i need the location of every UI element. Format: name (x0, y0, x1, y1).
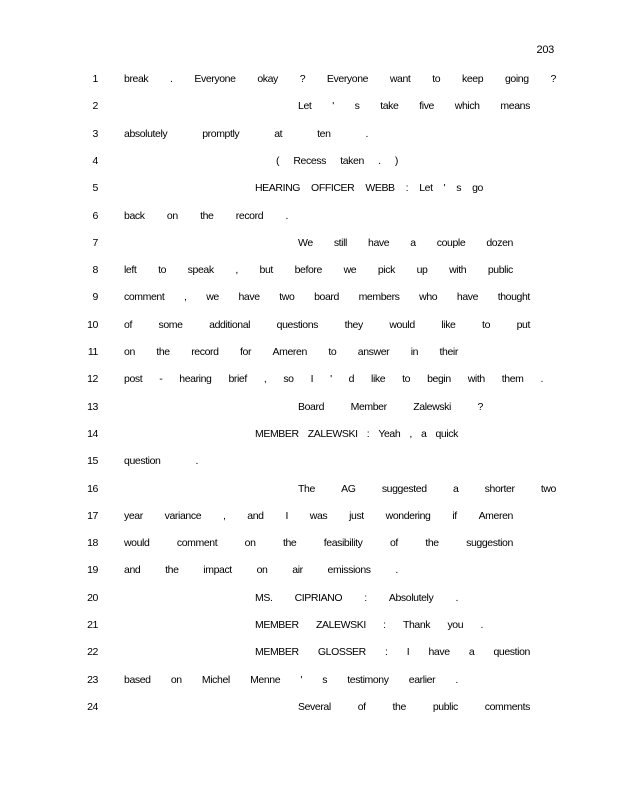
word: have (456, 291, 479, 304)
word: keep (462, 73, 484, 85)
line-number: 22 (87, 646, 98, 659)
word: . (285, 209, 288, 222)
transcript-line (0, 234, 618, 252)
word: . (480, 619, 483, 631)
word: - (159, 373, 163, 386)
line-text (298, 398, 483, 416)
line-number: 13 (87, 400, 98, 413)
word: I (406, 646, 410, 659)
word: , (184, 291, 187, 304)
line-number: 23 (87, 673, 98, 686)
transcript-line (0, 152, 618, 170)
word: so (283, 373, 294, 386)
line-text (255, 616, 483, 634)
line-number: 12 (87, 373, 98, 386)
word: ' (443, 182, 446, 195)
word: them (501, 373, 524, 386)
word: . (540, 373, 543, 386)
word: of (124, 318, 132, 331)
word: s (322, 673, 328, 686)
word: some (158, 318, 183, 331)
word: two (540, 482, 556, 495)
line-text (255, 589, 458, 607)
transcript-line (0, 425, 618, 443)
line-text (255, 179, 483, 197)
word: a (468, 646, 475, 659)
transcript-line (0, 125, 618, 143)
word: record (235, 209, 264, 222)
word: the (282, 537, 297, 550)
word: HEARING (255, 182, 301, 195)
word: begin (427, 373, 451, 386)
transcript-line (0, 70, 618, 88)
word: . (395, 564, 398, 577)
word: up (416, 264, 428, 277)
word: like (371, 373, 386, 386)
word: you (447, 619, 464, 631)
word: two (279, 291, 295, 304)
line-number: 5 (92, 182, 98, 195)
word: promptly (202, 127, 240, 140)
word: record (191, 346, 219, 358)
word: the (425, 537, 439, 550)
word: , (409, 427, 412, 440)
word: air (292, 564, 303, 577)
word: testimony (347, 673, 389, 686)
word: of (389, 537, 398, 550)
word: members (358, 291, 400, 304)
word: The (298, 482, 315, 495)
word: would (124, 537, 150, 550)
line-number: 2 (92, 100, 98, 113)
transcript-line (0, 97, 618, 115)
word: just (349, 509, 364, 522)
word: Everyone (194, 73, 236, 85)
word: take (380, 100, 399, 113)
word: still (333, 236, 347, 249)
word: WEBB (365, 182, 395, 195)
word: comments (484, 700, 530, 713)
word: go (472, 182, 483, 195)
line-number: 11 (87, 346, 98, 358)
word: who (419, 291, 438, 304)
transcript-line (0, 534, 618, 552)
word: earlier (408, 673, 436, 686)
word: we (206, 291, 219, 304)
word: ' (300, 673, 302, 686)
transcript-line (0, 398, 618, 416)
word: a (452, 482, 459, 495)
line-number: 7 (92, 236, 98, 249)
word: couple (436, 236, 466, 249)
line-number: 16 (87, 482, 98, 495)
word: which (454, 100, 480, 113)
word: Zalewski (413, 400, 451, 413)
line-number: 20 (87, 591, 98, 604)
word: brief (228, 373, 247, 386)
word: Yeah (378, 427, 401, 440)
page-number: 203 (536, 44, 554, 56)
word: ZALEWSKI (307, 427, 358, 440)
line-text (124, 370, 543, 388)
word: , (235, 264, 238, 277)
word: CIPRIANO (294, 591, 343, 604)
word: going (504, 73, 529, 85)
word: for (240, 346, 252, 358)
word: MEMBER (255, 427, 299, 440)
line-text (124, 288, 530, 306)
word: Menne (250, 673, 281, 686)
word: year (124, 509, 143, 522)
word: Let (298, 100, 312, 113)
word: emissions (327, 564, 371, 577)
line-number: 1 (92, 73, 98, 85)
word: shorter (484, 482, 515, 495)
line-text (124, 70, 556, 88)
word: . (170, 73, 173, 85)
word: back (124, 209, 145, 222)
word: was (309, 509, 328, 522)
word: Member (350, 400, 387, 413)
word: , (263, 373, 267, 386)
word: post (124, 373, 143, 386)
line-number: 24 (87, 700, 98, 713)
line-text (124, 561, 398, 579)
word: thought (497, 291, 530, 304)
word: have (368, 236, 390, 249)
line-number: 3 (92, 127, 98, 140)
word: suggestion (466, 537, 513, 550)
word: AG (341, 482, 356, 495)
word: . (378, 154, 381, 167)
word: like (441, 318, 456, 331)
word: would (389, 318, 415, 331)
word: comment (176, 537, 218, 550)
line-text (276, 152, 398, 170)
word: break (124, 73, 149, 85)
word: ( (276, 154, 280, 167)
line-number: 9 (92, 291, 98, 304)
word: ? (550, 73, 556, 85)
word: public (487, 264, 513, 277)
line-number: 10 (87, 318, 98, 331)
word: and (124, 564, 141, 577)
word: impact (203, 564, 232, 577)
word: the (165, 564, 179, 577)
word: ? (299, 73, 306, 85)
word: absolutely (124, 127, 168, 140)
word: have (428, 646, 450, 659)
word: Board (298, 400, 325, 413)
transcript-line (0, 671, 618, 689)
word: , (222, 509, 226, 522)
word: put (516, 318, 530, 331)
word: Absolutely (388, 591, 434, 604)
transcript-line (0, 698, 618, 716)
word: five (419, 100, 434, 113)
word: dozen (486, 236, 513, 249)
word: they (344, 318, 363, 331)
word: Michel (201, 673, 230, 686)
word: ) (394, 154, 398, 167)
line-number: 21 (87, 619, 98, 631)
word: : (405, 182, 409, 195)
line-number: 4 (92, 154, 98, 167)
word: based (124, 673, 151, 686)
transcript-line (0, 207, 618, 225)
word: a (410, 236, 416, 249)
word: question (493, 646, 530, 659)
word: MS. (255, 591, 273, 604)
word: of (357, 700, 366, 713)
word: to (328, 346, 337, 358)
word: ' (332, 100, 334, 113)
word: if (452, 509, 457, 522)
word: feasibility (323, 537, 363, 550)
word: suggested (381, 482, 427, 495)
line-text (255, 643, 530, 661)
line-text (298, 97, 530, 115)
word: to (432, 73, 441, 85)
word: ZALEWSKI (315, 619, 366, 631)
word: quick (435, 427, 458, 440)
transcript-line (0, 179, 618, 197)
line-text (298, 480, 556, 498)
word: with (449, 264, 467, 277)
line-text (298, 234, 513, 252)
line-text (124, 261, 513, 279)
word: We (298, 236, 313, 249)
word: additional (209, 318, 251, 331)
line-text (124, 452, 198, 470)
word: taken (340, 154, 364, 167)
word: OFFICER (311, 182, 355, 195)
transcript-line (0, 589, 618, 607)
word: we (343, 264, 357, 277)
line-text (124, 316, 530, 334)
word: before (294, 264, 322, 277)
word: ? (477, 400, 483, 413)
transcript-line (0, 561, 618, 579)
word: wondering (385, 509, 431, 522)
word: I (310, 373, 314, 386)
word: : (366, 427, 370, 440)
word: to (402, 373, 411, 386)
word: a (420, 427, 427, 440)
word: at (274, 127, 283, 140)
word: variance (164, 509, 202, 522)
word: Ameren (478, 509, 513, 522)
transcript-line (0, 480, 618, 498)
word: to (158, 264, 167, 277)
line-text (124, 207, 288, 225)
word: d (348, 373, 355, 386)
word: Several (298, 700, 331, 713)
line-text (124, 534, 513, 552)
word: ten (317, 127, 331, 140)
transcript-line (0, 343, 618, 361)
word: s (354, 100, 360, 113)
transcript-line (0, 370, 618, 388)
word: board (314, 291, 339, 304)
word: to (482, 318, 491, 331)
transcript-line (0, 452, 618, 470)
line-number: 15 (87, 455, 98, 468)
transcript-line (0, 261, 618, 279)
line-text (298, 698, 530, 716)
word: Recess (293, 154, 326, 167)
word: I (285, 509, 288, 522)
word: comment (124, 291, 165, 304)
line-text (124, 125, 368, 143)
word: . (195, 455, 198, 468)
word: the (156, 346, 170, 358)
word: have (238, 291, 260, 304)
word: the (392, 700, 406, 713)
word: questions (276, 318, 319, 331)
word: on (166, 209, 178, 222)
word: and (247, 509, 264, 522)
word: hearing (179, 373, 212, 386)
word: MEMBER (255, 619, 299, 631)
word: . (455, 673, 458, 686)
word: : (383, 619, 386, 631)
word: GLOSSER (317, 646, 366, 659)
word: the (200, 209, 214, 222)
word: MEMBER (255, 646, 299, 659)
word: answer (357, 346, 390, 358)
word: okay (257, 73, 278, 85)
transcript-line (0, 616, 618, 634)
line-text (124, 671, 458, 689)
word: . (365, 127, 368, 140)
line-number: 18 (87, 537, 98, 550)
word: but (259, 264, 273, 277)
word: Let (419, 182, 433, 195)
transcript-line (0, 507, 618, 525)
line-text (124, 507, 513, 525)
word: ' (330, 373, 332, 386)
word: with (467, 373, 485, 386)
word: left (124, 264, 137, 277)
word: : (364, 591, 367, 604)
word: Everyone (326, 73, 369, 85)
line-text (255, 425, 458, 443)
word: question (124, 455, 161, 468)
line-number: 14 (87, 427, 98, 440)
word: on (170, 673, 182, 686)
word: s (456, 182, 462, 195)
word: want (389, 73, 411, 85)
line-number: 8 (92, 264, 98, 277)
word: . (455, 591, 458, 604)
word: pick (377, 264, 395, 277)
word: Ameren (272, 346, 307, 358)
word: speak (187, 264, 214, 277)
line-number: 6 (92, 209, 98, 222)
word: means (500, 100, 530, 113)
transcript-line (0, 643, 618, 661)
line-number: 19 (87, 564, 98, 577)
word: in (410, 346, 419, 358)
word: Thank (402, 619, 431, 631)
word: on (256, 564, 268, 577)
word: on (244, 537, 256, 550)
line-text (124, 343, 458, 361)
line-number: 17 (87, 509, 98, 522)
transcript-line (0, 316, 618, 334)
word: : (385, 646, 388, 659)
word: on (124, 346, 135, 358)
word: public (432, 700, 458, 713)
word: their (439, 346, 458, 358)
transcript-line (0, 288, 618, 306)
